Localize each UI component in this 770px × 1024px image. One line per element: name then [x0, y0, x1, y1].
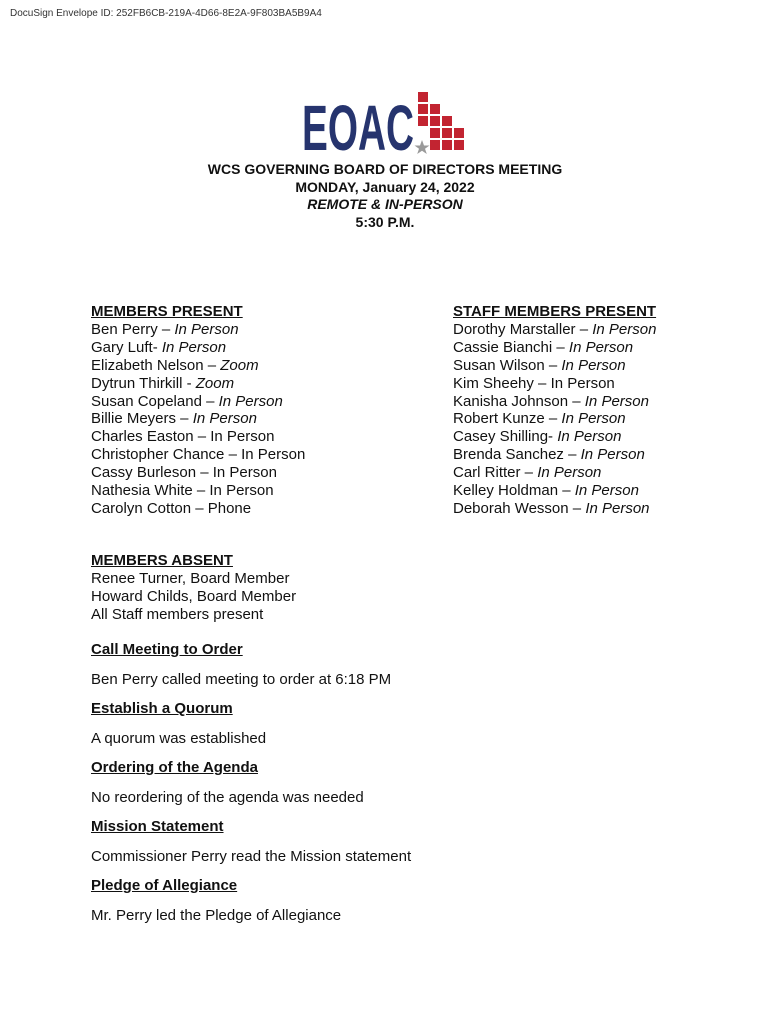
agenda-item: [91, 876, 411, 926]
attendee-name: Deborah Wesson –: [453, 499, 586, 517]
attendance-status: In Person: [561, 356, 626, 374]
attendee-name: Carl Ritter –: [453, 464, 538, 482]
attendee-name: Elizabeth Nelson –: [91, 356, 221, 374]
agenda-text: Mr. Perry led the Pledge of Allegiance: [91, 907, 342, 924]
staff-row: [453, 339, 656, 357]
member-row: [91, 428, 305, 446]
eoac-logo: [300, 90, 470, 156]
staff-row: [453, 446, 656, 464]
absent-line: All Staff members present: [91, 605, 264, 623]
attendance-status: In Person: [561, 410, 626, 428]
member-row: [91, 446, 305, 464]
attendance-status: In Person: [210, 428, 275, 446]
attendance-status: In Person: [585, 499, 650, 517]
attendance-status: In Person: [241, 446, 306, 464]
attendee-name: Gary Luft-: [91, 338, 162, 356]
attendance-status: In Person: [212, 464, 277, 482]
attendee-name: Nathesia White –: [91, 482, 210, 500]
attendee-name: Kelley Holdman –: [453, 482, 575, 500]
absent-line: Renee Turner, Board Member: [91, 569, 290, 587]
attendee-name: Christopher Chance –: [91, 446, 242, 464]
staff-present-title: STAFF MEMBERS PRESENT: [453, 303, 657, 320]
meeting-header: [0, 161, 770, 231]
member-row: [91, 375, 305, 393]
attendance-status: In Person: [568, 338, 634, 356]
attendance-status: In Person: [580, 446, 645, 464]
agenda-heading: Ordering of the Agenda: [91, 759, 258, 776]
members-present-title: MEMBERS PRESENT: [91, 303, 243, 320]
agenda-section: [91, 640, 411, 935]
agenda-item: [91, 758, 411, 808]
agenda-item: [91, 817, 411, 867]
attendance-status: In Person: [209, 482, 274, 500]
attendance-status: In Person: [537, 464, 602, 482]
attendance-status: In Person: [550, 374, 615, 392]
agenda-heading: Establish a Quorum: [91, 700, 233, 717]
members-absent-title: MEMBERS ABSENT: [91, 552, 233, 569]
member-row: [91, 410, 305, 428]
attendance-status: In Person: [592, 320, 657, 338]
staff-row: [453, 321, 656, 339]
attendee-name: Brenda Sanchez –: [453, 446, 581, 464]
meeting-format: REMOTE & IN-PERSON: [307, 196, 463, 212]
logo-text: EOAC: [302, 92, 414, 156]
staff-present-section: [453, 303, 656, 518]
attendee-name: Dorothy Marstaller –: [453, 320, 593, 338]
attendance-status: In Person: [174, 320, 239, 338]
star-icon: [415, 140, 430, 154]
member-row: [91, 321, 305, 339]
attendee-name: Dytrun Thirkill -: [91, 374, 196, 392]
docusign-envelope-id: DocuSign Envelope ID: 252FB6CB-219A-4D66-8E2A-9F803BA5B9A4: [10, 8, 322, 19]
member-row: [91, 464, 305, 482]
agenda-item: [91, 699, 411, 749]
attendee-name: Robert Kunze –: [453, 410, 562, 428]
attendance-status: Zoom: [195, 374, 235, 392]
staff-row: [453, 464, 656, 482]
attendee-name: Susan Copeland –: [91, 392, 219, 410]
member-row: [91, 339, 305, 357]
meeting-date: MONDAY, January 24, 2022: [295, 178, 475, 195]
attendee-name: Kanisha Johnson –: [453, 392, 585, 410]
agenda-text: Ben Perry called meeting to order at 6:18 PM: [91, 671, 392, 688]
staff-row: [453, 393, 656, 411]
agenda-heading: Pledge of Allegiance: [91, 877, 238, 894]
attendee-name: Carolyn Cotton –: [91, 499, 208, 517]
logo-mark: [300, 90, 470, 156]
attendance-status: Phone: [207, 499, 252, 517]
attendee-name: Cassy Burleson –: [91, 464, 213, 482]
agenda-item: [91, 640, 411, 690]
members-absent-section: [91, 552, 296, 624]
meeting-title: WCS GOVERNING BOARD OF DIRECTORS MEETING: [207, 161, 563, 177]
agenda-heading: Call Meeting to Order: [91, 641, 243, 658]
attendee-name: Charles Easton –: [91, 428, 211, 446]
member-row: [91, 500, 305, 518]
agenda-text: No reordering of the agenda was needed: [91, 789, 364, 806]
attendee-name: Kim Sheehy –: [453, 374, 551, 392]
attendee-name: Susan Wilson –: [453, 356, 562, 374]
attendee-name: Casey Shilling-: [453, 428, 558, 446]
attendance-status: In Person: [584, 392, 649, 410]
staff-row: [453, 500, 656, 518]
staff-row: [453, 375, 656, 393]
meeting-time: 5:30 P.M.: [355, 213, 415, 230]
attendance-status: In Person: [218, 392, 283, 410]
member-row: [91, 357, 305, 375]
agenda-heading: Mission Statement: [91, 818, 224, 835]
attendance-status: In Person: [192, 410, 257, 428]
attendee-name: Cassie Bianchi –: [453, 338, 569, 356]
members-present-section: [91, 303, 305, 518]
absent-line: Howard Childs, Board Member: [91, 587, 297, 605]
staff-row: [453, 482, 656, 500]
staff-row: [453, 357, 656, 375]
attendance-status: In Person: [574, 482, 639, 500]
staff-row: [453, 428, 656, 446]
agenda-text: A quorum was established: [91, 730, 267, 747]
member-row: [91, 393, 305, 411]
attendee-name: Billie Meyers –: [91, 410, 193, 428]
attendee-name: Ben Perry –: [91, 320, 175, 338]
attendance-status: In Person: [557, 428, 622, 446]
staff-row: [453, 410, 656, 428]
member-row: [91, 482, 305, 500]
agenda-text: Commissioner Perry read the Mission statement: [91, 848, 412, 865]
attendance-status: In Person: [161, 338, 227, 356]
attendance-status: Zoom: [220, 356, 259, 374]
